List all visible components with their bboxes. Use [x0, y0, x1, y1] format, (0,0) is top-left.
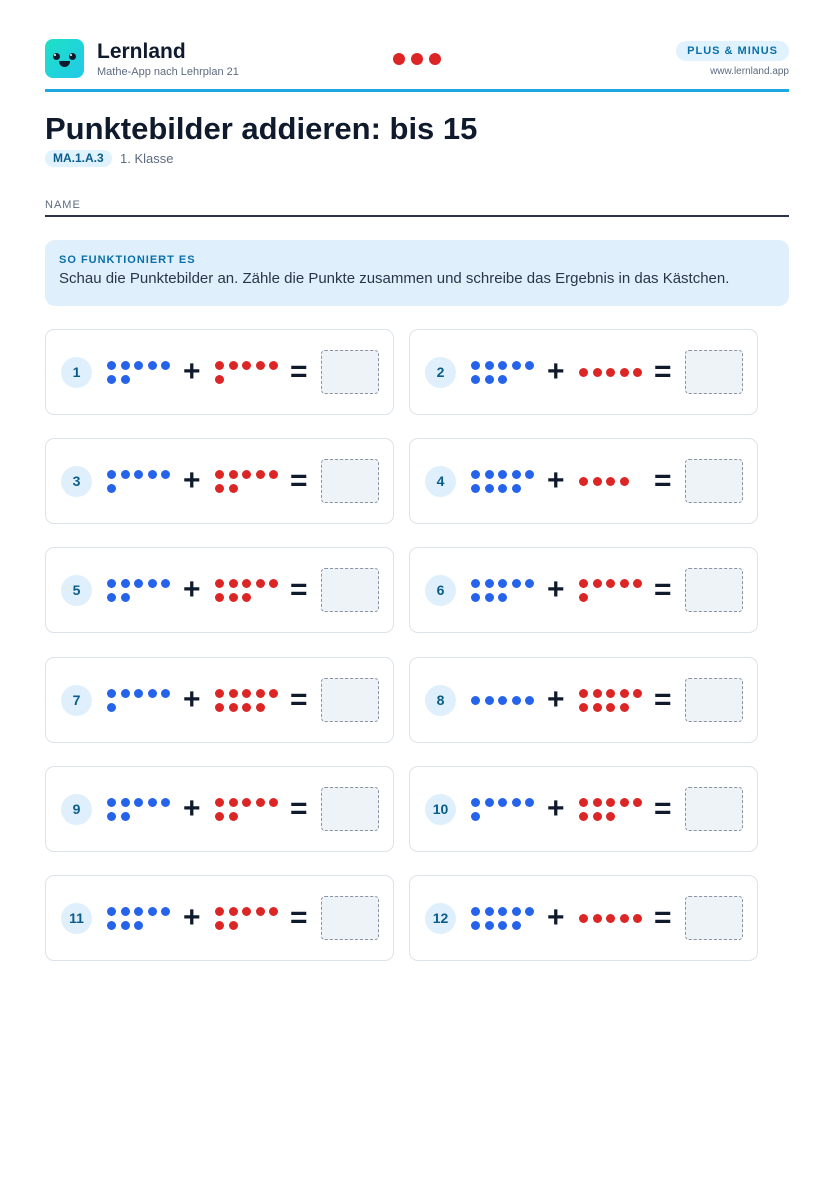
red-dot	[593, 579, 602, 588]
topic-badge: PLUS & MINUS	[676, 41, 789, 61]
exercise-number: 4	[425, 466, 456, 497]
exercise-card	[409, 547, 758, 633]
left-dot-group	[471, 548, 537, 634]
red-dot	[229, 812, 238, 821]
red-dot	[606, 914, 615, 923]
blue-dot	[471, 470, 480, 479]
plus-sign: +	[183, 792, 201, 825]
blue-dot	[512, 579, 521, 588]
red-dot	[242, 361, 251, 370]
equals-sign: =	[654, 573, 672, 606]
blue-dot	[107, 470, 116, 479]
blue-dot	[471, 812, 480, 821]
blue-dot	[134, 470, 143, 479]
red-dot	[579, 579, 588, 588]
red-dot	[633, 579, 642, 588]
exercise-number: 10	[425, 794, 456, 825]
red-dot	[620, 703, 629, 712]
equals-sign: =	[654, 683, 672, 716]
red-dot	[606, 703, 615, 712]
blue-dot	[512, 361, 521, 370]
blue-dot	[485, 470, 494, 479]
equals-sign: =	[290, 901, 308, 934]
blue-dot	[107, 921, 116, 930]
plus-sign: +	[547, 901, 565, 934]
answer-box[interactable]	[321, 568, 379, 612]
red-dot	[593, 703, 602, 712]
plus-sign: +	[183, 355, 201, 388]
blue-dot	[485, 907, 494, 916]
name-label: NAME	[45, 199, 81, 211]
red-dot	[256, 470, 265, 479]
blue-dot	[512, 470, 521, 479]
brand-name: Lernland	[97, 40, 186, 63]
blue-dot	[107, 812, 116, 821]
blue-dot	[525, 470, 534, 479]
blue-dot	[512, 921, 521, 930]
blue-dot	[134, 907, 143, 916]
red-dot	[620, 798, 629, 807]
answer-box[interactable]	[321, 896, 379, 940]
red-dot	[256, 579, 265, 588]
blue-dot	[525, 696, 534, 705]
blue-dot	[121, 689, 130, 698]
blue-dot	[498, 593, 507, 602]
right-dot-group	[579, 439, 645, 525]
blue-dot	[134, 361, 143, 370]
exercise-card	[45, 766, 394, 852]
red-dot	[229, 579, 238, 588]
blue-dot	[485, 375, 494, 384]
red-dot	[215, 798, 224, 807]
lernland-logo-icon	[45, 39, 84, 78]
header	[45, 38, 789, 92]
red-dot	[620, 477, 629, 486]
red-dot	[215, 361, 224, 370]
exercise-number: 8	[425, 685, 456, 716]
exercise-number: 5	[61, 575, 92, 606]
exercise-card	[409, 657, 758, 743]
blue-dot	[121, 907, 130, 916]
red-dot	[256, 798, 265, 807]
blue-dot	[148, 579, 157, 588]
equals-sign: =	[290, 573, 308, 606]
blue-dot	[148, 907, 157, 916]
exercise-number: 6	[425, 575, 456, 606]
right-dot-group	[579, 548, 645, 634]
blue-dot	[161, 798, 170, 807]
red-dot	[579, 703, 588, 712]
blue-dot	[148, 798, 157, 807]
red-dot	[215, 689, 224, 698]
red-dot	[620, 914, 629, 923]
blue-dot	[121, 921, 130, 930]
left-dot-group	[471, 767, 537, 853]
blue-dot	[148, 470, 157, 479]
blue-dot	[107, 579, 116, 588]
red-dot	[242, 579, 251, 588]
blue-dot	[485, 361, 494, 370]
exercise-card	[45, 329, 394, 415]
red-dot	[256, 689, 265, 698]
blue-dot	[525, 579, 534, 588]
red-dot	[593, 689, 602, 698]
blue-dot	[525, 798, 534, 807]
blue-dot	[525, 907, 534, 916]
instructions-text: Schau die Punktebilder an. Zähle die Punkte zusammen und schreibe das Ergebnis in das Kästchen.	[59, 270, 730, 287]
blue-dot	[471, 798, 480, 807]
equals-sign: =	[290, 792, 308, 825]
red-dot	[215, 907, 224, 916]
blue-dot	[121, 470, 130, 479]
red-dot	[620, 368, 629, 377]
red-dot	[229, 798, 238, 807]
blue-dot	[512, 484, 521, 493]
red-dot	[269, 907, 278, 916]
exercise-card	[45, 547, 394, 633]
blue-dot	[121, 579, 130, 588]
equals-sign: =	[290, 683, 308, 716]
red-dot	[215, 593, 224, 602]
red-dot	[606, 812, 615, 821]
red-dot	[606, 689, 615, 698]
red-dot	[229, 689, 238, 698]
blue-dot	[512, 907, 521, 916]
red-dot	[593, 368, 602, 377]
blue-dot	[471, 361, 480, 370]
plus-sign: +	[183, 464, 201, 497]
exercise-card	[45, 438, 394, 524]
blue-dot	[471, 696, 480, 705]
blue-dot	[107, 689, 116, 698]
right-dot-group	[215, 767, 281, 853]
instructions-box	[45, 240, 789, 306]
answer-box[interactable]	[685, 678, 743, 722]
blue-dot	[485, 921, 494, 930]
red-dot	[579, 812, 588, 821]
blue-dot	[107, 361, 116, 370]
blue-dot	[512, 696, 521, 705]
red-dot	[229, 361, 238, 370]
plus-sign: +	[547, 355, 565, 388]
equals-sign: =	[654, 464, 672, 497]
equals-sign: =	[654, 901, 672, 934]
left-dot-group	[107, 548, 173, 634]
left-dot-group	[107, 767, 173, 853]
right-dot-group	[215, 876, 281, 962]
red-dot	[229, 907, 238, 916]
red-dot	[242, 470, 251, 479]
blue-dot	[107, 484, 116, 493]
blue-dot	[471, 375, 480, 384]
red-dot	[269, 579, 278, 588]
blue-dot	[161, 689, 170, 698]
right-dot-group	[215, 439, 281, 525]
red-dot	[242, 703, 251, 712]
red-dot	[269, 689, 278, 698]
blue-dot	[498, 579, 507, 588]
red-dot	[256, 361, 265, 370]
answer-box[interactable]	[685, 787, 743, 831]
blue-dot	[485, 484, 494, 493]
red-dot	[269, 470, 278, 479]
worksheet-title: Punktebilder addieren: bis 15	[45, 111, 478, 146]
blue-dot	[161, 361, 170, 370]
plus-sign: +	[183, 901, 201, 934]
blue-dot	[525, 361, 534, 370]
red-dot	[606, 798, 615, 807]
red-dot	[579, 593, 588, 602]
red-dot	[242, 689, 251, 698]
red-dot	[242, 907, 251, 916]
red-dot	[579, 689, 588, 698]
right-dot-group	[215, 658, 281, 744]
blue-dot	[148, 689, 157, 698]
blue-dot	[485, 579, 494, 588]
exercise-card	[409, 329, 758, 415]
answer-box[interactable]	[321, 459, 379, 503]
red-dot	[215, 375, 224, 384]
red-dot	[633, 689, 642, 698]
red-dot	[215, 921, 224, 930]
red-dot	[242, 798, 251, 807]
blue-dot	[498, 484, 507, 493]
exercise-number: 11	[61, 903, 92, 934]
blue-dot	[471, 484, 480, 493]
blue-dot	[121, 361, 130, 370]
red-dot	[229, 484, 238, 493]
exercise-number: 3	[61, 466, 92, 497]
red-dot	[256, 703, 265, 712]
blue-dot	[498, 907, 507, 916]
left-dot-group	[107, 876, 173, 962]
blue-dot	[148, 361, 157, 370]
left-dot-group	[107, 658, 173, 744]
right-dot-group	[215, 548, 281, 634]
blue-dot	[471, 579, 480, 588]
red-dot	[620, 579, 629, 588]
red-dot	[269, 798, 278, 807]
red-dot	[633, 368, 642, 377]
plus-sign: +	[547, 573, 565, 606]
equals-sign: =	[654, 792, 672, 825]
red-dot	[242, 593, 251, 602]
answer-box[interactable]	[321, 350, 379, 394]
red-dot	[215, 484, 224, 493]
red-dot	[606, 477, 615, 486]
blue-dot	[161, 579, 170, 588]
exercise-card	[409, 875, 758, 961]
red-dot	[229, 921, 238, 930]
exercise-number: 12	[425, 903, 456, 934]
curriculum-code-badge: MA.1.A.3	[45, 150, 112, 167]
exercise-number: 2	[425, 357, 456, 388]
instructions-title: SO FUNKTIONIERT ES	[59, 254, 196, 266]
blue-dot	[107, 907, 116, 916]
grade-level: 1. Klasse	[120, 151, 174, 166]
blue-dot	[161, 470, 170, 479]
left-dot-group	[471, 330, 537, 416]
blue-dot	[107, 703, 116, 712]
red-dot	[633, 914, 642, 923]
right-dot-group	[579, 767, 645, 853]
right-dot-group	[579, 658, 645, 744]
exercise-card	[409, 438, 758, 524]
blue-dot	[471, 921, 480, 930]
exercise-number: 7	[61, 685, 92, 716]
blue-dot	[498, 375, 507, 384]
blue-dot	[121, 798, 130, 807]
blue-dot	[134, 689, 143, 698]
brand-tagline: Mathe-App nach Lehrplan 21	[97, 66, 239, 78]
red-dot	[620, 689, 629, 698]
exercise-number: 1	[61, 357, 92, 388]
red-dot	[229, 470, 238, 479]
left-dot-group	[107, 330, 173, 416]
exercise-card	[45, 657, 394, 743]
answer-box[interactable]	[321, 678, 379, 722]
left-dot-group	[107, 439, 173, 525]
red-dot	[593, 914, 602, 923]
blue-dot	[485, 593, 494, 602]
header-divider	[45, 89, 789, 92]
plus-sign: +	[183, 573, 201, 606]
blue-dot	[498, 470, 507, 479]
red-dot	[256, 907, 265, 916]
blue-dot	[498, 921, 507, 930]
answer-box[interactable]	[685, 896, 743, 940]
equals-sign: =	[290, 355, 308, 388]
blue-dot	[121, 812, 130, 821]
blue-dot	[498, 798, 507, 807]
blue-dot	[134, 921, 143, 930]
blue-dot	[121, 593, 130, 602]
red-dot	[579, 368, 588, 377]
red-dot	[269, 361, 278, 370]
red-dot	[579, 798, 588, 807]
plus-sign: +	[547, 464, 565, 497]
blue-dot	[471, 593, 480, 602]
blue-dot	[498, 361, 507, 370]
blue-dot	[512, 798, 521, 807]
equals-sign: =	[290, 464, 308, 497]
blue-dot	[485, 798, 494, 807]
red-dot	[215, 470, 224, 479]
decorative-dots-icon	[393, 53, 441, 65]
blue-dot	[121, 375, 130, 384]
left-dot-group	[471, 658, 537, 744]
right-dot-group	[579, 330, 645, 416]
red-dot	[593, 477, 602, 486]
red-dot	[606, 579, 615, 588]
blue-dot	[134, 798, 143, 807]
website-url: www.lernland.app	[710, 66, 789, 77]
red-dot	[215, 703, 224, 712]
red-dot	[229, 703, 238, 712]
left-dot-group	[471, 439, 537, 525]
blue-dot	[134, 579, 143, 588]
right-dot-group	[215, 330, 281, 416]
blue-dot	[107, 375, 116, 384]
red-dot	[579, 477, 588, 486]
name-field-line[interactable]	[45, 215, 789, 217]
exercise-card	[45, 875, 394, 961]
equals-sign: =	[654, 355, 672, 388]
red-dot	[215, 812, 224, 821]
red-dot	[579, 914, 588, 923]
answer-box[interactable]	[321, 787, 379, 831]
plus-sign: +	[183, 683, 201, 716]
red-dot	[633, 798, 642, 807]
blue-dot	[498, 696, 507, 705]
blue-dot	[485, 696, 494, 705]
red-dot	[593, 798, 602, 807]
answer-box[interactable]	[685, 568, 743, 612]
left-dot-group	[471, 876, 537, 962]
plus-sign: +	[547, 792, 565, 825]
blue-dot	[107, 593, 116, 602]
blue-dot	[107, 798, 116, 807]
red-dot	[229, 593, 238, 602]
exercise-number: 9	[61, 794, 92, 825]
red-dot	[606, 368, 615, 377]
answer-box[interactable]	[685, 350, 743, 394]
red-dot	[593, 812, 602, 821]
blue-dot	[471, 907, 480, 916]
right-dot-group	[579, 876, 645, 962]
plus-sign: +	[547, 683, 565, 716]
answer-box[interactable]	[685, 459, 743, 503]
exercise-card	[409, 766, 758, 852]
blue-dot	[161, 907, 170, 916]
red-dot	[215, 579, 224, 588]
